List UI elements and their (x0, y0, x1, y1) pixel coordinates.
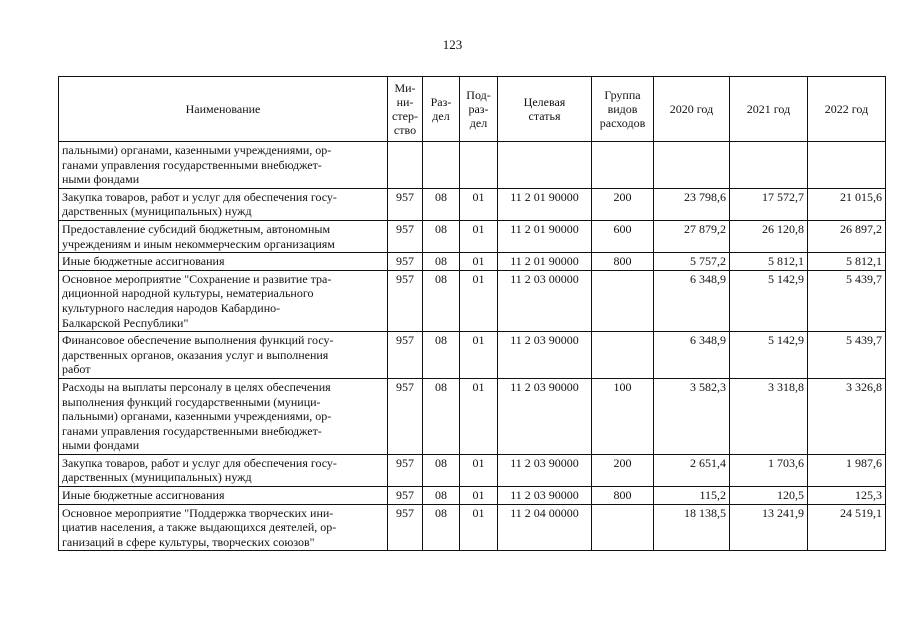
cell-section: 08 (423, 270, 460, 331)
table-row (59, 270, 886, 331)
cell-name: Основное мероприятие "Сохранение и развитие тра- диционной народной культуры, нематериального культурного наследия народов Кабардино- Балкарской Республики" (59, 270, 388, 331)
cell-target: 11 2 01 90000 (498, 253, 592, 271)
cell-ministry: 957 (388, 454, 423, 486)
header-subsection: Под- раз- дел (460, 77, 498, 142)
cell-2020: 6 348,9 (654, 270, 730, 331)
header-2022: 2022 год (808, 77, 886, 142)
cell-section (423, 142, 460, 189)
cell-section: 08 (423, 253, 460, 271)
cell-target: 11 2 04 00000 (498, 504, 592, 551)
cell-name: Иные бюджетные ассигнования (59, 253, 388, 271)
cell-section: 08 (423, 487, 460, 505)
cell-subsection: 01 (460, 332, 498, 379)
cell-expense-group: 800 (592, 487, 654, 505)
cell-2021: 13 241,9 (730, 504, 808, 551)
cell-subsection: 01 (460, 220, 498, 252)
table-row (59, 454, 886, 486)
cell-section: 08 (423, 454, 460, 486)
cell-subsection: 01 (460, 270, 498, 331)
header-section: Раз- дел (423, 77, 460, 142)
cell-name: Предоставление субсидий бюджетным, автономным учреждениям и иным некоммерческим организациям (59, 220, 388, 252)
cell-expense-group: 100 (592, 378, 654, 454)
table-body (59, 142, 886, 551)
cell-subsection (460, 142, 498, 189)
cell-2022: 21 015,6 (808, 188, 886, 220)
cell-2022: 5 812,1 (808, 253, 886, 271)
cell-target: 11 2 03 90000 (498, 332, 592, 379)
cell-section: 08 (423, 220, 460, 252)
cell-section: 08 (423, 504, 460, 551)
cell-target: 11 2 03 00000 (498, 270, 592, 331)
cell-2022: 5 439,7 (808, 270, 886, 331)
cell-target: 11 2 01 90000 (498, 220, 592, 252)
cell-name: Закупка товаров, работ и услуг для обеспечения госу- дарственных (муниципальных) нужд (59, 188, 388, 220)
cell-ministry: 957 (388, 270, 423, 331)
cell-ministry: 957 (388, 220, 423, 252)
cell-ministry (388, 142, 423, 189)
cell-2020: 18 138,5 (654, 504, 730, 551)
cell-2021: 120,5 (730, 487, 808, 505)
cell-name: Расходы на выплаты персоналу в целях обеспечения выполнения функций государственными (муници- пальными) органами, казенными учреждениями, ор- ганами управления государственными внебюджет- ными фондами (59, 378, 388, 454)
cell-section: 08 (423, 332, 460, 379)
cell-ministry: 957 (388, 378, 423, 454)
cell-expense-group: 200 (592, 454, 654, 486)
cell-2020: 27 879,2 (654, 220, 730, 252)
cell-2021: 5 812,1 (730, 253, 808, 271)
table-row (59, 220, 886, 252)
cell-subsection: 01 (460, 504, 498, 551)
cell-subsection: 01 (460, 378, 498, 454)
table-row (59, 487, 886, 505)
cell-2022 (808, 142, 886, 189)
cell-target: 11 2 03 90000 (498, 378, 592, 454)
cell-2022: 5 439,7 (808, 332, 886, 379)
cell-subsection: 01 (460, 454, 498, 486)
cell-section: 08 (423, 378, 460, 454)
cell-2021: 3 318,8 (730, 378, 808, 454)
cell-ministry: 957 (388, 487, 423, 505)
table-row (59, 378, 886, 454)
cell-name: Основное мероприятие "Поддержка творческих ини- циатив населения, а также выдающихся деятелей, ор- ганизаций в сфере культуры, творческих союзов" (59, 504, 388, 551)
cell-2022: 26 897,2 (808, 220, 886, 252)
cell-2020: 2 651,4 (654, 454, 730, 486)
table-row (59, 188, 886, 220)
cell-2020 (654, 142, 730, 189)
cell-ministry: 957 (388, 188, 423, 220)
cell-2020: 23 798,6 (654, 188, 730, 220)
cell-section: 08 (423, 188, 460, 220)
table-row (59, 504, 886, 551)
header-2021: 2021 год (730, 77, 808, 142)
cell-2020: 115,2 (654, 487, 730, 505)
cell-expense-group (592, 270, 654, 331)
cell-expense-group (592, 142, 654, 189)
page-number: 123 (442, 37, 463, 52)
cell-ministry: 957 (388, 253, 423, 271)
cell-expense-group: 800 (592, 253, 654, 271)
cell-2020: 3 582,3 (654, 378, 730, 454)
budget-table (58, 76, 886, 551)
cell-target: 11 2 03 90000 (498, 487, 592, 505)
cell-2021: 5 142,9 (730, 270, 808, 331)
cell-target (498, 142, 592, 189)
cell-2022: 1 987,6 (808, 454, 886, 486)
cell-expense-group: 600 (592, 220, 654, 252)
cell-expense-group: 200 (592, 188, 654, 220)
header-expense-group: Группа видов расходов (592, 77, 654, 142)
table-header (59, 77, 886, 142)
cell-subsection: 01 (460, 487, 498, 505)
cell-2020: 6 348,9 (654, 332, 730, 379)
table-row (59, 142, 886, 189)
header-ministry: Ми- ни- стер- ство (388, 77, 423, 142)
cell-2022: 24 519,1 (808, 504, 886, 551)
cell-name: Финансовое обеспечение выполнения функций госу- дарственных органов, оказания услуг и выполнения работ (59, 332, 388, 379)
cell-ministry: 957 (388, 332, 423, 379)
header-2020: 2020 год (654, 77, 730, 142)
cell-expense-group (592, 332, 654, 379)
cell-target: 11 2 01 90000 (498, 188, 592, 220)
cell-2020: 5 757,2 (654, 253, 730, 271)
cell-2021: 26 120,8 (730, 220, 808, 252)
table-row (59, 332, 886, 379)
cell-target: 11 2 03 90000 (498, 454, 592, 486)
cell-name: Закупка товаров, работ и услуг для обеспечения госу- дарственных (муниципальных) нужд (59, 454, 388, 486)
cell-subsection: 01 (460, 188, 498, 220)
cell-2021: 17 572,7 (730, 188, 808, 220)
cell-name: пальными) органами, казенными учреждениями, ор- ганами управления государственными внебюджет- ными фондами (59, 142, 388, 189)
header-target: Целевая статья (498, 77, 592, 142)
cell-2021 (730, 142, 808, 189)
cell-2022: 3 326,8 (808, 378, 886, 454)
header-name: Наименование (59, 77, 388, 142)
cell-2021: 5 142,9 (730, 332, 808, 379)
cell-2022: 125,3 (808, 487, 886, 505)
table-row (59, 253, 886, 271)
cell-subsection: 01 (460, 253, 498, 271)
cell-2021: 1 703,6 (730, 454, 808, 486)
cell-ministry: 957 (388, 504, 423, 551)
cell-expense-group (592, 504, 654, 551)
cell-name: Иные бюджетные ассигнования (59, 487, 388, 505)
